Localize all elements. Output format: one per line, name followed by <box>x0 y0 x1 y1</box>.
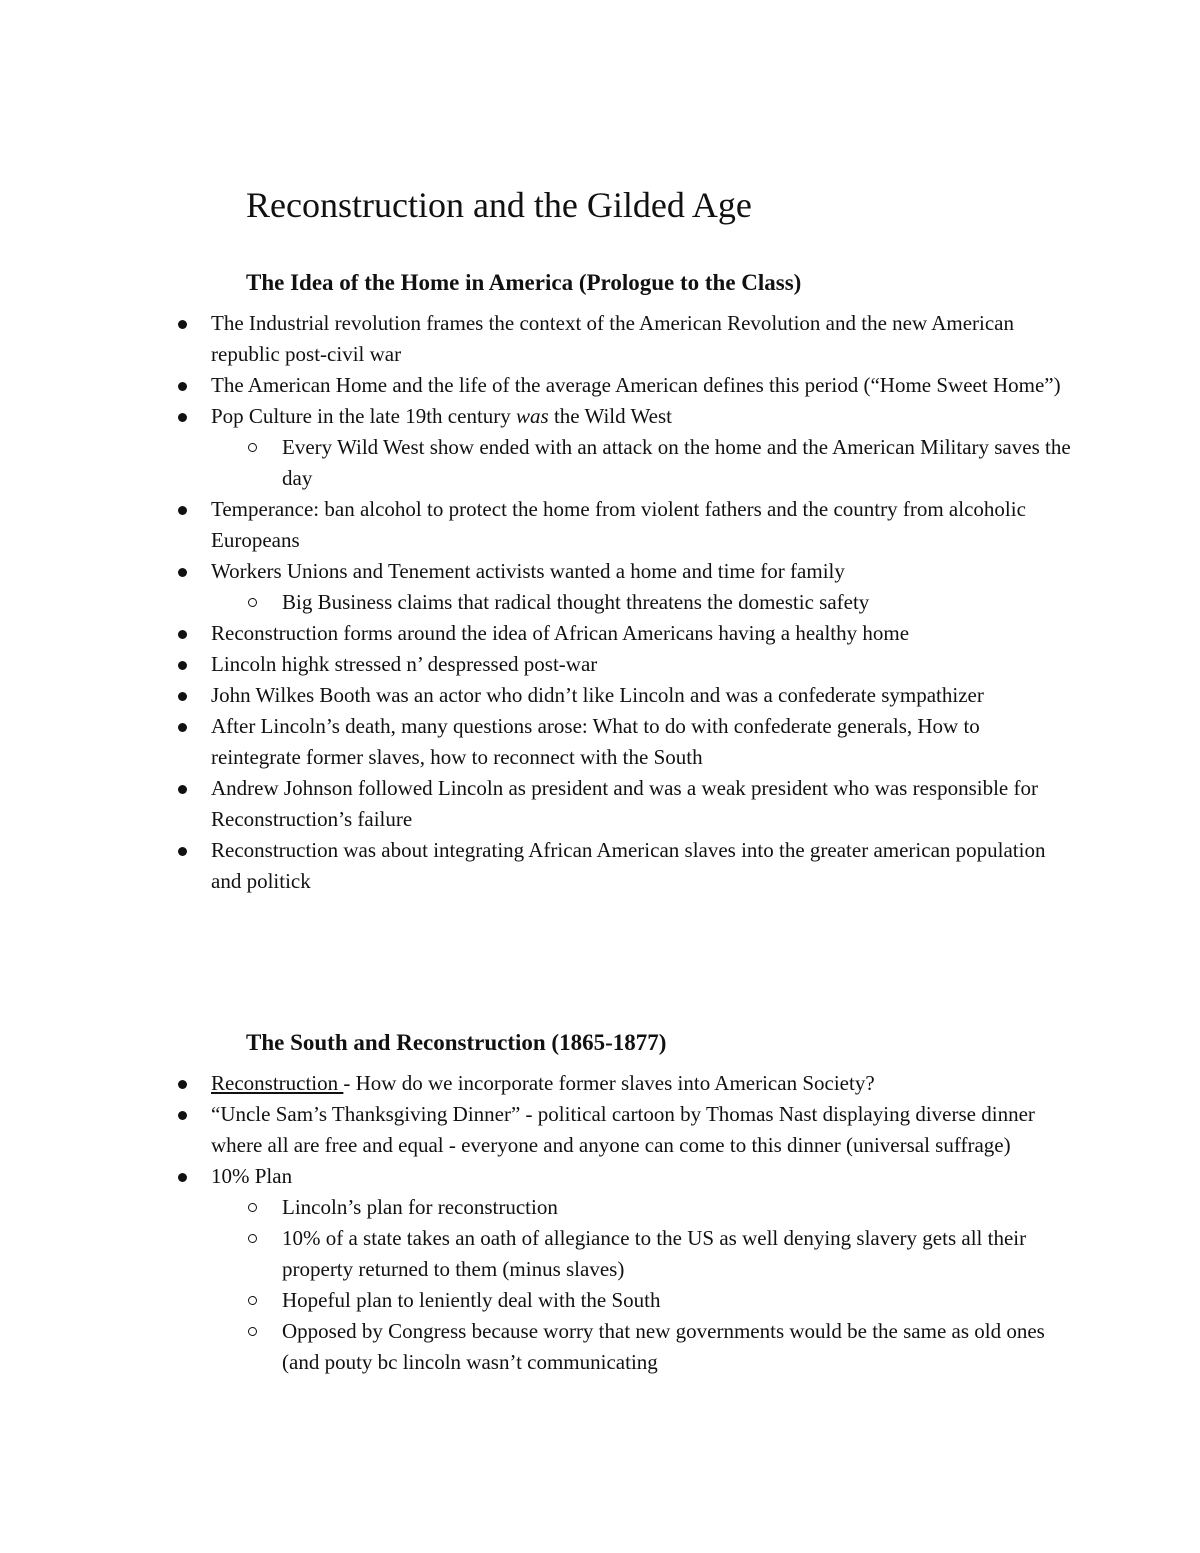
list-item-text: Pop Culture in the late 19th century <box>211 404 517 428</box>
list-item: John Wilkes Booth was an actor who didn’t like Lincoln and was a confederate sympathizer <box>0 680 1071 711</box>
list-item: Reconstruction was about integrating African American slaves into the greater american population and politick <box>0 835 1071 897</box>
sub-list-item: 10% of a state takes an oath of allegiance to the US as well denying slavery gets all their property returned to them (minus slaves) <box>0 1223 1072 1285</box>
list-item-text: - How do we incorporate former slaves into American Society? <box>343 1071 875 1095</box>
list-item: The Industrial revolution frames the context of the American Revolution and the new American republic post-civil war <box>0 308 1071 370</box>
list-item <box>0 401 1071 432</box>
list-item: After Lincoln’s death, many questions arose: What to do with confederate generals, How to reintegrate former slaves, how to reconnect with the South <box>0 711 1071 773</box>
sub-list-item: Opposed by Congress because worry that new governments would be the same as old ones (and pouty bc lincoln wasn’t communicating <box>0 1316 1072 1378</box>
italic-text: was <box>516 404 549 428</box>
sub-list-item: Hopeful plan to leniently deal with the South <box>0 1285 1072 1316</box>
list-item: 10% Plan <box>0 1161 1071 1192</box>
list-item: Andrew Johnson followed Lincoln as president and was a weak president who was responsible for Reconstruction’s failure <box>0 773 1071 835</box>
list-item: “Uncle Sam’s Thanksgiving Dinner” - political cartoon by Thomas Nast displaying diverse dinner where all are free and equal - everyone and anyone can come to this dinner (universal suffrage) <box>0 1099 1071 1161</box>
bullet-list-south <box>0 1068 1200 1378</box>
list-item: The American Home and the life of the average American defines this period (“Home Sweet Home”) <box>0 370 1071 401</box>
section-heading-home: The Idea of the Home in America (Prologue to the Class) <box>246 270 802 295</box>
document-title: Reconstruction and the Gilded Age <box>246 185 752 225</box>
list-item: Reconstruction forms around the idea of African Americans having a healthy home <box>0 618 1071 649</box>
section-heading-south: The South and Reconstruction (1865-1877) <box>246 1030 667 1055</box>
sub-list-item: Big Business claims that radical thought threatens the domestic safety <box>0 587 1072 618</box>
list-item <box>0 1068 1071 1099</box>
list-item: Lincoln highk stressed n’ despressed post-war <box>0 649 1071 680</box>
sub-list-item: Lincoln’s plan for reconstruction <box>0 1192 1072 1223</box>
bullet-list-home <box>0 308 1200 897</box>
list-item: Temperance: ban alcohol to protect the home from violent fathers and the country from alcoholic Europeans <box>0 494 1071 556</box>
sub-list-item: Every Wild West show ended with an attack on the home and the American Military saves the day <box>0 432 1072 494</box>
list-item: Workers Unions and Tenement activists wanted a home and time for family <box>0 556 1071 587</box>
list-item-text: the Wild West <box>548 404 672 428</box>
underlined-term: Reconstruction <box>211 1071 344 1095</box>
